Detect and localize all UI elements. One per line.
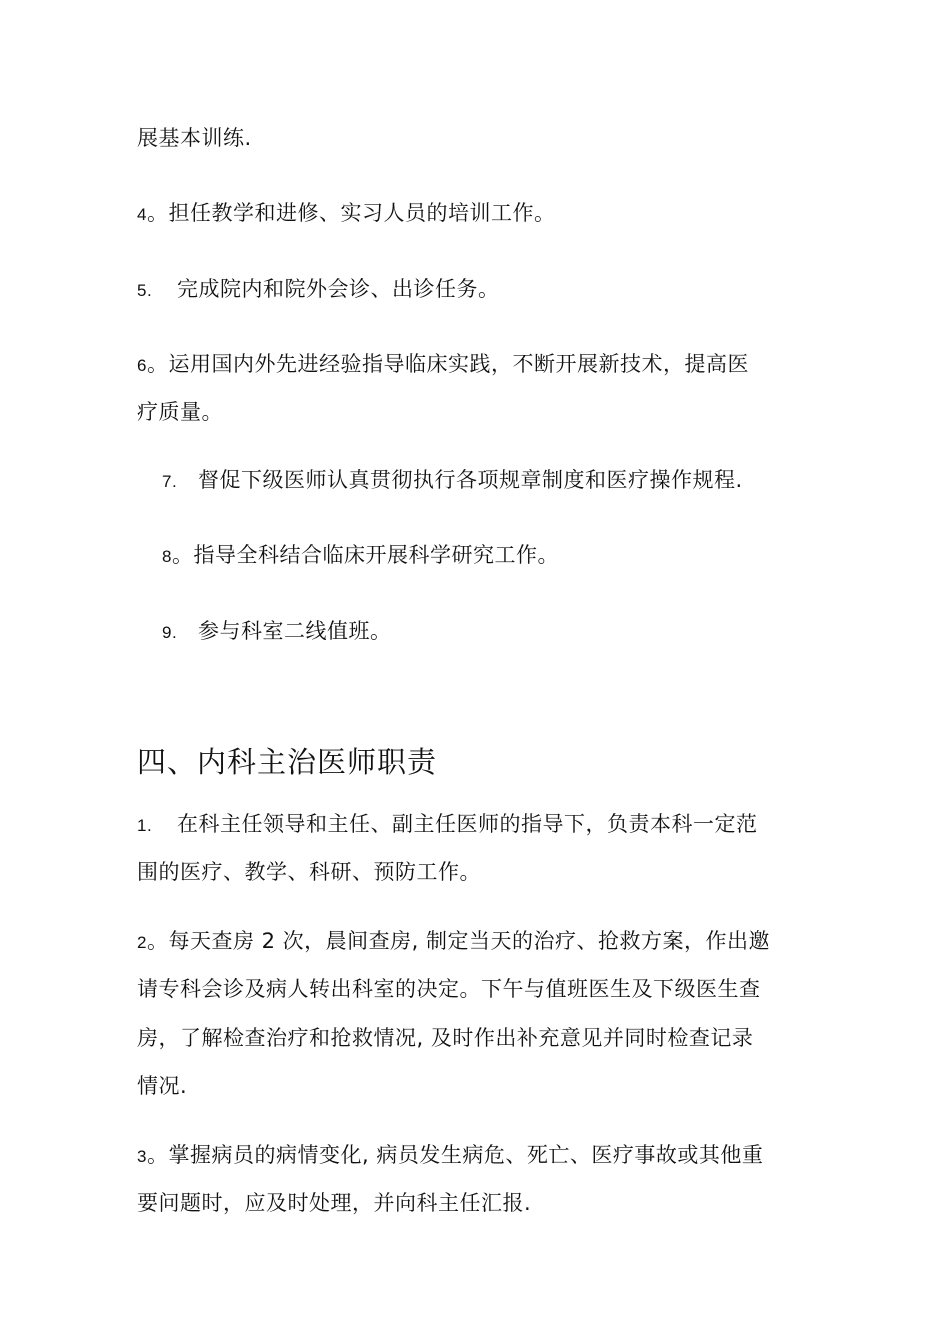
item-text: 担任教学和进修、实习人员的培训工作。	[168, 201, 556, 225]
duty-item-2-continuation: 情况.	[137, 1074, 188, 1098]
item-separator: 。	[146, 929, 169, 953]
duty-item-2	[137, 927, 770, 957]
item-number: 4	[137, 205, 147, 224]
item-text: 每天查房 2 次，晨间查房, 制定当天的治疗、抢救方案，作出邀	[168, 929, 771, 953]
duty-item-1-continuation: 围的医疗、教学、科研、预防工作。	[137, 860, 481, 884]
list-item-6-continuation: 疗质量。	[137, 400, 223, 424]
item-number: 9.	[162, 623, 178, 642]
item-number: 5.	[137, 281, 153, 300]
item-separator: 。	[146, 1143, 169, 1167]
duty-item-1	[137, 810, 758, 840]
item-separator: 。	[146, 352, 169, 376]
item-text: 完成院内和院外会诊、出诊任务。	[177, 277, 500, 301]
item-text: 运用国内外先进经验指导临床实践，不断开展新技术，提高医	[168, 352, 749, 376]
item-text: 掌握病员的病情变化, 病员发生病危、死亡、医疗事故或其他重	[168, 1143, 764, 1167]
item-number: 8	[162, 547, 172, 566]
item-number: 6	[137, 356, 147, 375]
list-item-7	[162, 466, 743, 496]
list-item-9	[162, 617, 392, 647]
item-separator: 。	[171, 543, 194, 567]
item-text: 参与科室二线值班。	[198, 619, 392, 643]
duty-item-3-continuation: 要问题时，应及时处理，并向科主任汇报.	[137, 1191, 532, 1215]
section-heading: 四、内科主治医师职责	[137, 745, 438, 779]
item-number: 3	[137, 1147, 147, 1166]
list-item-8	[162, 541, 559, 571]
item-number: 1.	[137, 816, 153, 835]
duty-item-2-continuation: 请专科会诊及病人转出科室的决定。下午与值班医生及下级医生查	[137, 977, 761, 1001]
item-text: 督促下级医师认真贯彻执行各项规章制度和医疗操作规程.	[198, 468, 743, 492]
item-number: 2	[137, 933, 147, 952]
duty-item-3	[137, 1141, 763, 1171]
list-item-5	[137, 275, 500, 305]
duty-item-2-continuation: 房，了解检查治疗和抢救情况, 及时作出补充意见并同时检查记录	[137, 1026, 754, 1050]
item-text: 在科主任领导和主任、副主任医师的指导下，负责本科一定范	[177, 812, 758, 836]
item-number: 7.	[162, 472, 178, 491]
list-item-6	[137, 350, 749, 380]
item-text: 指导全科结合临床开展科学研究工作。	[193, 543, 559, 567]
list-item-4	[137, 199, 555, 229]
item-separator: 。	[146, 201, 169, 225]
continued-text-line: 展基本训练.	[137, 126, 252, 150]
